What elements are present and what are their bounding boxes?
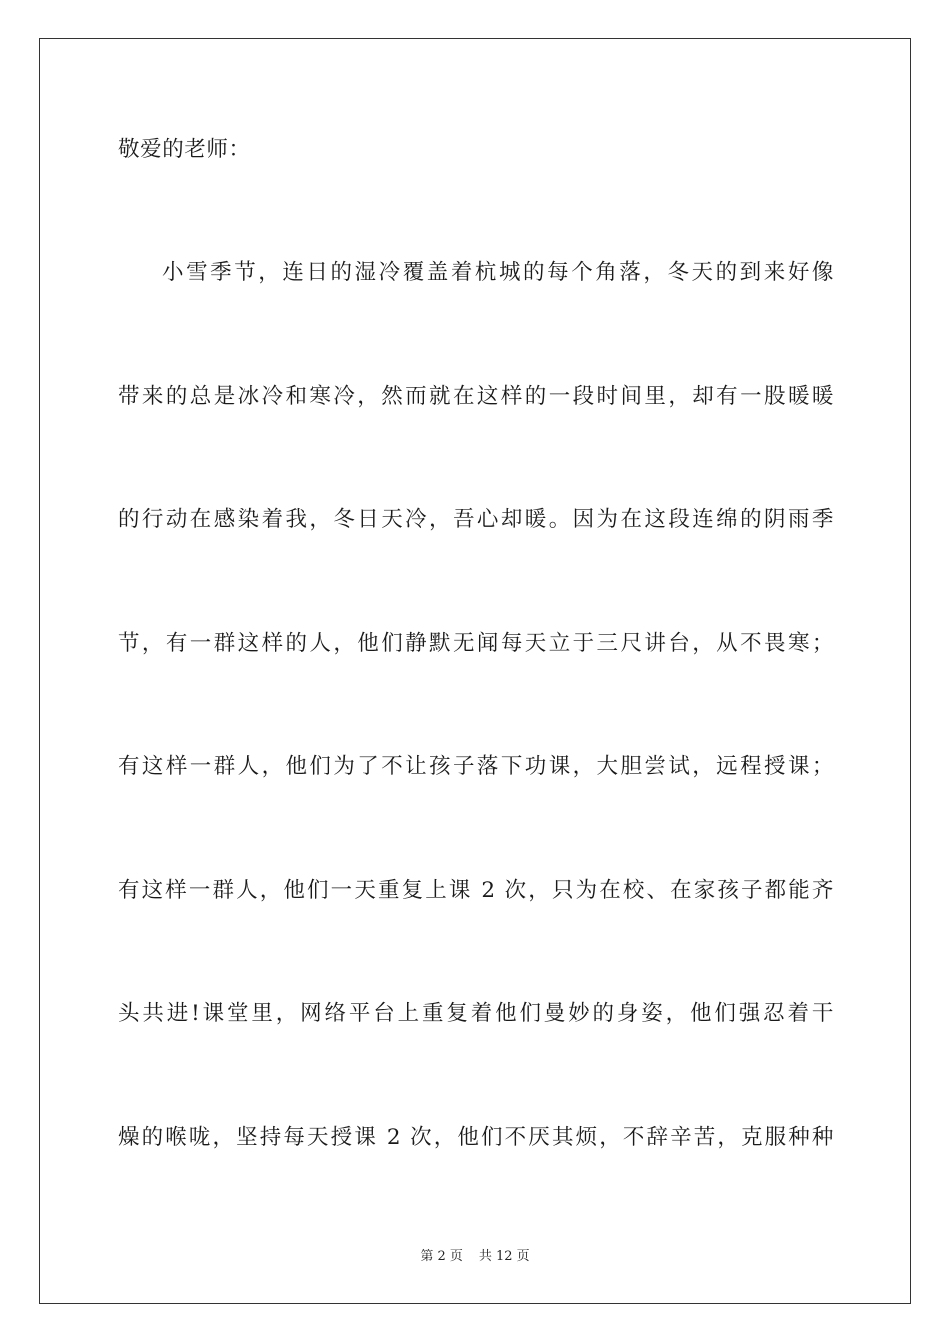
body-line-3: 的行动在感染着我，冬日天冷，吾心却暖。因为在这段连绵的阴雨季 (118, 507, 834, 532)
body-line-4: 节，有一群这样的人，他们静默无闻每天立于三尺讲台，从不畏寒； (118, 631, 834, 656)
page-number: 第 2 页 (420, 1249, 463, 1264)
body-line-2: 带来的总是冰冷和寒冷，然而就在这样的一段时间里，却有一股暖暖 (118, 384, 834, 409)
page-border (39, 38, 911, 1304)
salutation: 敬爱的老师： (118, 137, 251, 162)
body-line-5: 有这样一群人，他们为了不让孩子落下功课，大胆尝试，远程授课； (118, 754, 834, 779)
body-line-6: 有这样一群人，他们一天重复上课 2 次，只为在校、在家孩子都能齐 (118, 878, 834, 903)
page-footer (0, 1248, 950, 1266)
body-line-7: 头共进!课堂里，网络平台上重复着他们曼妙的身姿，他们强忍着干 (118, 1001, 834, 1026)
page-total: 共 12 页 (478, 1249, 530, 1264)
body-line-8: 燥的喉咙，坚持每天授课 2 次，他们不厌其烦，不辞辛苦，克服种种 (118, 1125, 834, 1150)
body-line-1: 小雪季节，连日的湿冷覆盖着杭城的每个角落，冬天的到来好像 (162, 260, 834, 285)
